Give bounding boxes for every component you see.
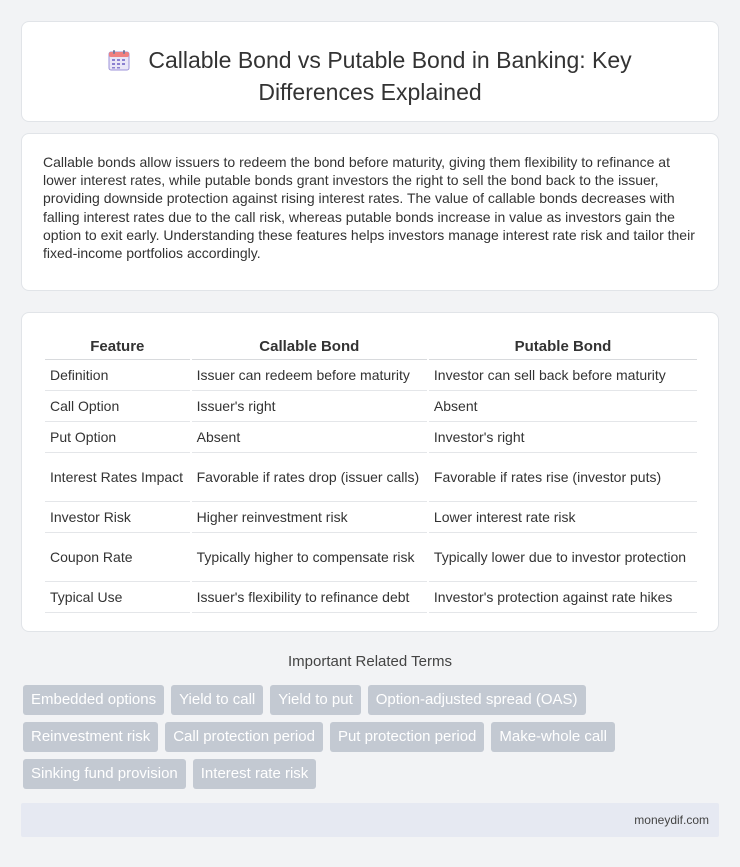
table-cell: Favorable if rates rise (investor puts) [429, 453, 697, 502]
table-row [45, 391, 697, 422]
tag-yield-to-call[interactable]: Yield to call [171, 685, 263, 715]
intro-card [21, 133, 719, 291]
related-terms-heading: Important Related Terms [288, 653, 452, 670]
intro-paragraph: Callable bonds allow issuers to redeem the bond before maturity, giving them flexibility to refinance at lower interest rates, while putable bonds grant investors the right to sell the bond back to the issuer, providing downside protection against rising interest rates. The value of callable bonds decreases with falling interest rates due to the call risk, whereas putable bonds increase in value as investors gain the option to exit early. Understanding these features helps investors manage interest rate risk and tailor their fixed-income portfolios accordingly. [43, 154, 695, 262]
tag-yield-to-put[interactable]: Yield to put [270, 685, 361, 715]
table-cell: Typical Use [45, 582, 190, 613]
tag-oas[interactable]: Option-adjusted spread (OAS) [368, 685, 586, 715]
column-header-feature: Feature [45, 336, 190, 360]
title-card [21, 21, 719, 122]
table-cell: Investor Risk [45, 502, 190, 533]
footer-site-link[interactable]: moneydif.com [634, 813, 709, 827]
table-row [45, 533, 697, 582]
tag-put-protection-period[interactable]: Put protection period [330, 722, 484, 752]
tag-reinvestment-risk[interactable]: Reinvestment risk [23, 722, 158, 752]
table-cell: Absent [192, 422, 427, 453]
tag-make-whole-call[interactable]: Make-whole call [491, 722, 615, 752]
table-row [45, 360, 697, 391]
table-cell: Call Option [45, 391, 190, 422]
page-title [22, 46, 718, 107]
tag-call-protection-period[interactable]: Call protection period [165, 722, 323, 752]
table-row [45, 502, 697, 533]
column-header-callable: Callable Bond [192, 336, 427, 360]
comparison-table [43, 336, 699, 613]
table-cell: Interest Rates Impact [45, 453, 190, 502]
table-cell: Higher reinvestment risk [192, 502, 427, 533]
table-cell: Issuer's right [192, 391, 427, 422]
tag-interest-rate-risk[interactable]: Interest rate risk [193, 759, 317, 789]
table-cell: Absent [429, 391, 697, 422]
title-line-1: Callable Bond vs Putable Bond in Banking: Key [148, 47, 632, 73]
footer [21, 803, 719, 837]
table-cell: Favorable if rates drop (issuer calls) [192, 453, 427, 502]
title-line-2: Differences Explained [258, 79, 482, 105]
calendar-icon [108, 49, 130, 78]
table-row [45, 422, 697, 453]
table-cell: Put Option [45, 422, 190, 453]
table-cell: Investor's protection against rate hikes [429, 582, 697, 613]
comparison-card [21, 312, 719, 632]
table-cell: Investor can sell back before maturity [429, 360, 697, 391]
table-cell: Investor's right [429, 422, 697, 453]
column-header-putable: Putable Bond [429, 336, 697, 360]
table-cell: Lower interest rate risk [429, 502, 697, 533]
table-cell: Coupon Rate [45, 533, 190, 582]
table-cell: Issuer's flexibility to refinance debt [192, 582, 427, 613]
table-row [45, 453, 697, 502]
tag-embedded-options[interactable]: Embedded options [23, 685, 164, 715]
table-cell: Issuer can redeem before maturity [192, 360, 427, 391]
table-cell: Typically higher to compensate risk [192, 533, 427, 582]
table-cell: Typically lower due to investor protection [429, 533, 697, 582]
tag-sinking-fund-provision[interactable]: Sinking fund provision [23, 759, 186, 789]
table-cell: Definition [45, 360, 190, 391]
table-header-row [45, 336, 697, 360]
related-terms-list [23, 685, 723, 796]
table-row [45, 582, 697, 613]
